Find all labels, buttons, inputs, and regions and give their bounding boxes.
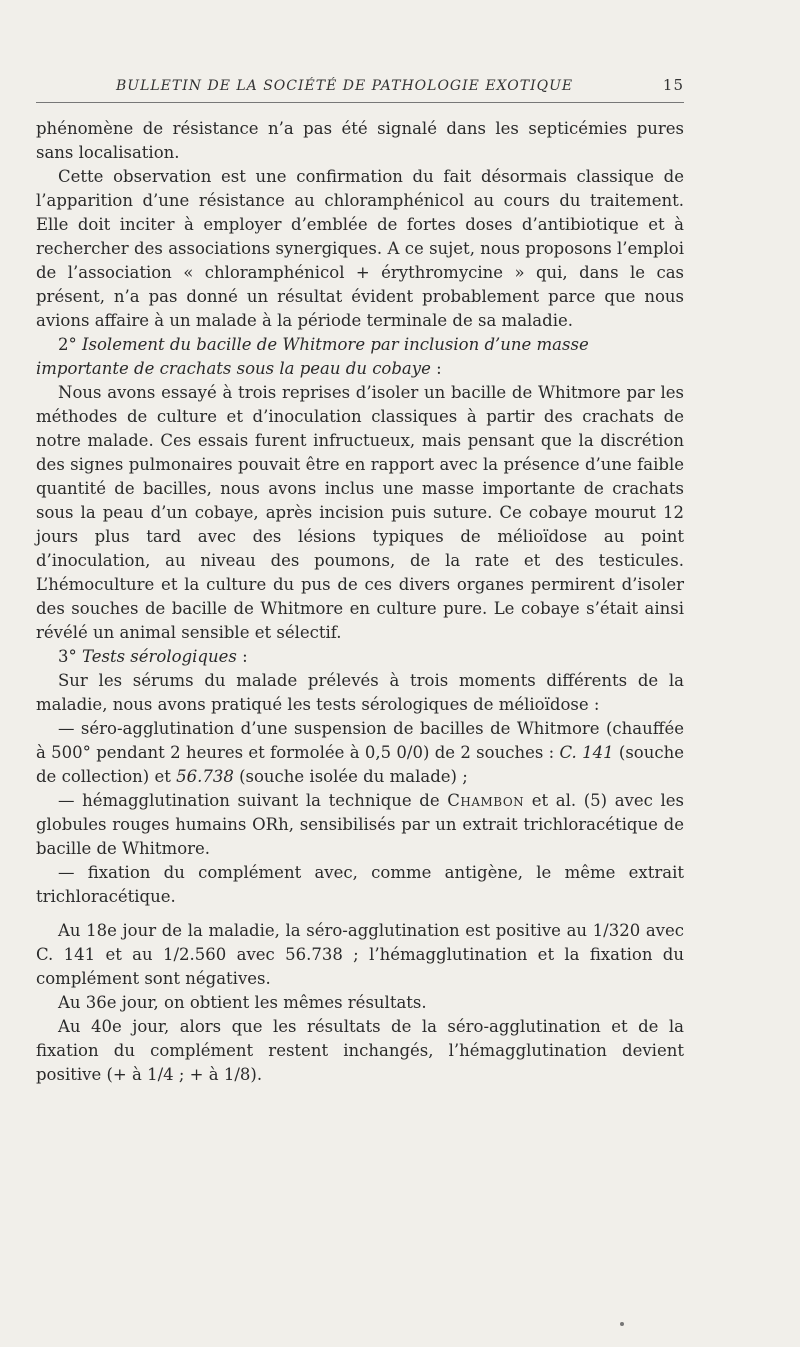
print-speck [620,1322,624,1326]
list-item-agglutination [36,717,684,789]
section-heading-3 [36,645,684,669]
section-colon: : [236,647,248,666]
list-item-complement-fixation: — fixation du complément avec, comme antigène, le même extrait trichloracétique. [36,863,684,906]
section-title-text: Isolement du bacille de Whitmore par inclusion d’une masse importante de crachats sous la peau du cobaye [36,335,589,378]
text-run: — hémagglutination suivant la technique de [58,791,448,810]
paragraph-continuation: phénomène de résistance n’a pas été signalé dans les septicémies pures sans localisation. [36,119,684,162]
text-run: (souche de collection) et [36,743,685,786]
paragraph-day-36: Au 36e jour, on obtient les mêmes résultats. [58,993,427,1012]
journal-title: BULLETIN DE LA SOCIÉTÉ DE PATHOLOGIE EXOTIQUE [116,78,574,94]
author-name: Chambon [447,791,525,810]
text-run: (souche isolée du malade) ; [233,767,468,786]
paragraph-serology-intro: Sur les sérums du malade prélevés à trois moments différents de la maladie, nous avons pratiqué les tests sérologiques de mélioïdose : [36,671,684,714]
section-heading-2 [36,333,684,381]
paragraph-isolation: Nous avons essayé à trois reprises d’isoler un bacille de Whitmore par les méthodes de culture et d’inoculation classiques à partir des crachats de notre malade. Ces essais furent infructueux, mais pensant que la discrétion des signes pulmonaires pouvait être en rapport avec la présence d’une faible quantité de bacilles, nous avons inclus une masse importante de crachats sous la peau d’un cobaye, après incision puis suture. Ce cobaye mourut 12 jours plus tard avec des lésions typiques de mélioïdose au point d’inoculation, au niveau des poumons, de la rate et des testicules. L’hémoculture et la culture du pus de ces divers organes permirent d’isoler des souches de bacille de Whitmore en culture pure. Le cobaye s’était ainsi révélé un animal sensible et sélectif. [36,383,684,642]
section-title-text: Tests sérologiques [82,647,237,666]
document-page [36,68,684,1087]
section-colon: : [430,359,442,378]
paragraph-observation: Cette observation est une confirmation du fait désormais classique de l’apparition d’une résistance au chloramphénicol au cours du traitement. Elle doit inciter à employer d’emblée de fortes doses d’antibiotique et à rechercher des associations synergiques. A ce sujet, nous proposons l’emploi de l’association « chloramphénicol + érythromycine » qui, dans le cas présent, n’a pas donné un résultat évident probablement parce que nous avions affaire à un malade à la période terminale de sa maladie. [36,167,684,330]
page-number: 15 [662,76,684,94]
text-run: — séro-agglutination d’une suspension de bacilles de Whitmore (chauffée à 500° pendant 2 heures et formolée à 0,5 0/0) de 2 souches : [36,719,684,762]
list-item-hemagglutination [36,789,684,861]
running-header [36,68,684,103]
text-run: et al. (5) avec les globules rouges humains ORh, sensibilisés par un extrait trichloracétique de bacille de Whitmore. [36,791,684,858]
section-number: 2° [58,335,77,354]
strain-name: 56.738 [176,767,234,786]
section-number: 3° [58,647,77,666]
strain-name: C. 141 [559,743,614,762]
paragraph-day-18: Au 18e jour de la maladie, la séro-agglutination est positive au 1/320 avec C. 141 et au 1/2.560 avec 56.738 ; l’hémagglutination et la fixation du complément sont négatives. [36,921,684,988]
paragraph-day-40: Au 40e jour, alors que les résultats de la séro-agglutination et de la fixation du complément restent inchangés, l’hémagglutination devient positive (+ à 1/4 ; + à 1/8). [36,1017,684,1084]
